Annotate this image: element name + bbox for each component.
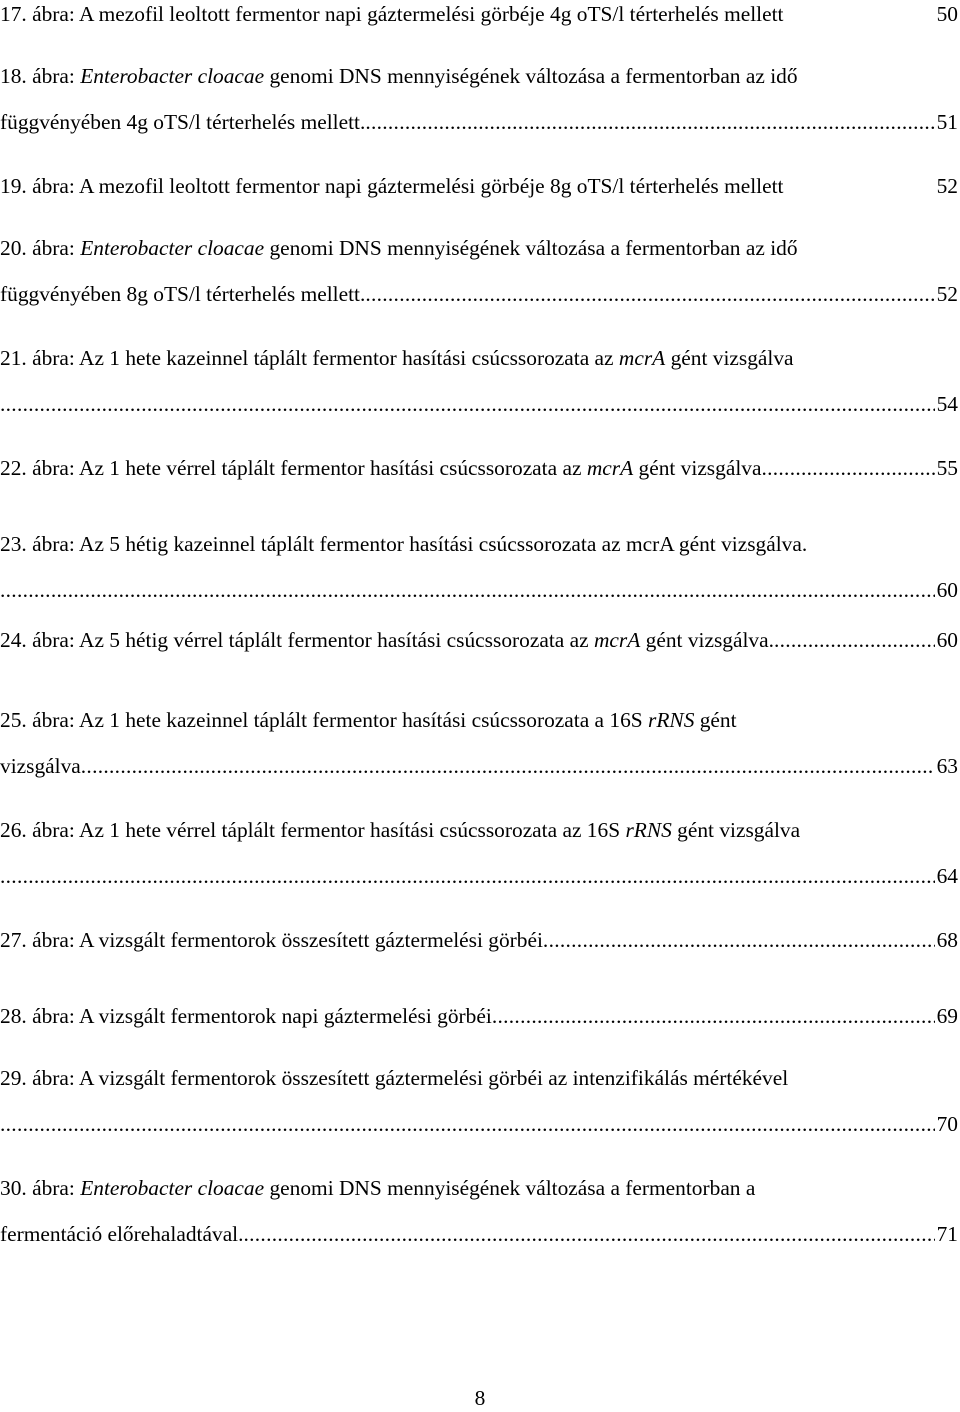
entry-page-number: 55 — [936, 456, 958, 480]
entry-page-number: 54 — [936, 392, 958, 416]
entry-page-number: 50 — [936, 2, 958, 26]
entry-line — [0, 926, 958, 954]
entry-page-number: 60 — [936, 578, 958, 602]
text-run: 21. ábra: Az 1 hete kazeinnel táplált fermentor hasítási csúcssorozata az — [0, 346, 619, 370]
text-run: genomi DNS mennyiségének változása a fermentorban az idő — [264, 64, 798, 88]
entry-text — [0, 172, 783, 200]
entry-line — [0, 280, 958, 308]
text-run: függvényében 8g oTS/l térterhelés mellett. — [0, 282, 366, 306]
text-run: fermentáció előrehaladtával. — [0, 1222, 244, 1246]
text-run: gént vizsgálva — [665, 346, 794, 370]
entry-line — [0, 1110, 958, 1138]
entry-page-number: 71 — [936, 1222, 958, 1246]
entry-page-number: 63 — [936, 754, 958, 778]
dot-leader — [543, 926, 935, 954]
entry-page-number: 60 — [936, 628, 958, 652]
text-run: gént vizsgálva — [633, 456, 762, 480]
entry-page-number: 51 — [936, 110, 958, 134]
entry-page-number: 52 — [936, 174, 958, 198]
dot-leader — [0, 1110, 935, 1138]
entry-page-number: 68 — [936, 928, 958, 952]
text-run: gént — [694, 708, 737, 732]
text-run: 27. ábra: A vizsgált fermentorok összesített gáztermelési görbéi — [0, 928, 543, 952]
entry-text — [0, 816, 958, 844]
italic-term: Enterobacter cloacae — [80, 64, 265, 88]
dot-leader — [365, 108, 934, 136]
entry-line — [0, 862, 958, 890]
entry-line — [0, 108, 958, 136]
text-run: 22. ábra: Az 1 hete vérrel táplált fermentor hasítási csúcssorozata az — [0, 456, 587, 480]
entry-text — [0, 1064, 958, 1092]
entry-line — [0, 816, 958, 844]
text-run: genomi DNS mennyiségének változása a fermentorban a — [264, 1176, 756, 1200]
text-run: 20. ábra: — [0, 236, 81, 260]
text-run: 18. ábra: — [0, 64, 81, 88]
text-run: függvényében 4g oTS/l térterhelés mellett. — [0, 110, 366, 134]
entry-line — [0, 530, 958, 558]
entry-page-number: 64 — [936, 864, 958, 888]
dot-leader — [0, 390, 935, 418]
italic-term: mcrA — [618, 346, 666, 370]
dot-leader — [774, 626, 935, 654]
entry-text — [0, 108, 365, 136]
entry-line — [0, 752, 958, 780]
entry-text — [0, 344, 958, 372]
entry-text — [0, 1002, 492, 1030]
text-run: 24. ábra: Az 5 hétig vérrel táplált fermentor hasítási csúcssorozata az — [0, 628, 594, 652]
page-number: 8 — [474, 1386, 486, 1410]
dot-leader — [492, 1002, 935, 1030]
entry-line — [0, 454, 958, 482]
italic-term: rRNS — [648, 708, 695, 732]
italic-term: mcrA — [586, 456, 634, 480]
text-run: 17. ábra: A mezofil leoltott fermentor napi gáztermelési görbéje 4g oTS/l térterhelés mellett — [0, 2, 784, 26]
entry-line — [0, 706, 958, 734]
dot-leader — [365, 280, 934, 308]
text-run: gént vizsgálva — [671, 818, 801, 842]
entry-text — [0, 0, 783, 28]
dot-leader — [761, 454, 934, 482]
entry-line — [0, 62, 958, 90]
entry-line — [0, 1002, 958, 1030]
text-run: vizsgálva — [0, 754, 81, 778]
text-run: gént vizsgálva. — [640, 628, 774, 652]
entry-text — [0, 234, 958, 262]
entry-text — [0, 1174, 958, 1202]
entry-page-number: 52 — [936, 282, 958, 306]
entry-text — [0, 62, 958, 90]
entry-line — [0, 576, 958, 604]
dot-leader — [0, 862, 935, 890]
entry-text — [0, 752, 81, 780]
entry-text — [0, 1220, 243, 1248]
text-run: 28. ábra: A vizsgált fermentorok napi gáztermelési görbéi — [0, 1004, 492, 1028]
text-run: 23. ábra: Az 5 hétig kazeinnel táplált fermentor hasítási csúcssorozata az mcrA gént vizsgálva. — [0, 532, 808, 556]
entry-text — [0, 530, 958, 558]
text-run: 26. ábra: Az 1 hete vérrel táplált fermentor hasítási csúcssorozata az 16S — [0, 818, 626, 842]
entry-line — [0, 1220, 958, 1248]
entry-line — [0, 0, 958, 28]
entry-text — [0, 926, 543, 954]
dot-leader — [0, 576, 935, 604]
text-run: 30. ábra: — [0, 1176, 81, 1200]
italic-term: Enterobacter cloacae — [80, 1176, 265, 1200]
italic-term: mcrA — [593, 628, 641, 652]
entry-line — [0, 1174, 958, 1202]
entry-line — [0, 172, 958, 200]
text-run: 19. ábra: A mezofil leoltott fermentor napi gáztermelési görbéje 8g oTS/l térterhelés mellett — [0, 174, 784, 198]
text-run: 29. ábra: A vizsgált fermentorok összesített gáztermelési görbéi az intenzifikálás mértékével — [0, 1066, 789, 1090]
entry-line — [0, 1064, 958, 1092]
entry-page-number: 70 — [936, 1112, 958, 1136]
text-run: 25. ábra: Az 1 hete kazeinnel táplált fermentor hasítási csúcssorozata a 16S — [0, 708, 649, 732]
entry-text — [0, 626, 774, 654]
entry-line — [0, 234, 958, 262]
entry-line — [0, 626, 958, 654]
dot-leader — [81, 752, 935, 780]
entry-text — [0, 280, 365, 308]
italic-term: rRNS — [625, 818, 672, 842]
dot-leader — [243, 1220, 934, 1248]
text-run: genomi DNS mennyiségének változása a fermentorban az idő — [264, 236, 798, 260]
entry-text — [0, 454, 761, 482]
entry-line — [0, 344, 958, 372]
italic-term: Enterobacter cloacae — [80, 236, 265, 260]
entry-line — [0, 390, 958, 418]
entry-page-number: 69 — [936, 1004, 958, 1028]
entry-text — [0, 706, 958, 734]
